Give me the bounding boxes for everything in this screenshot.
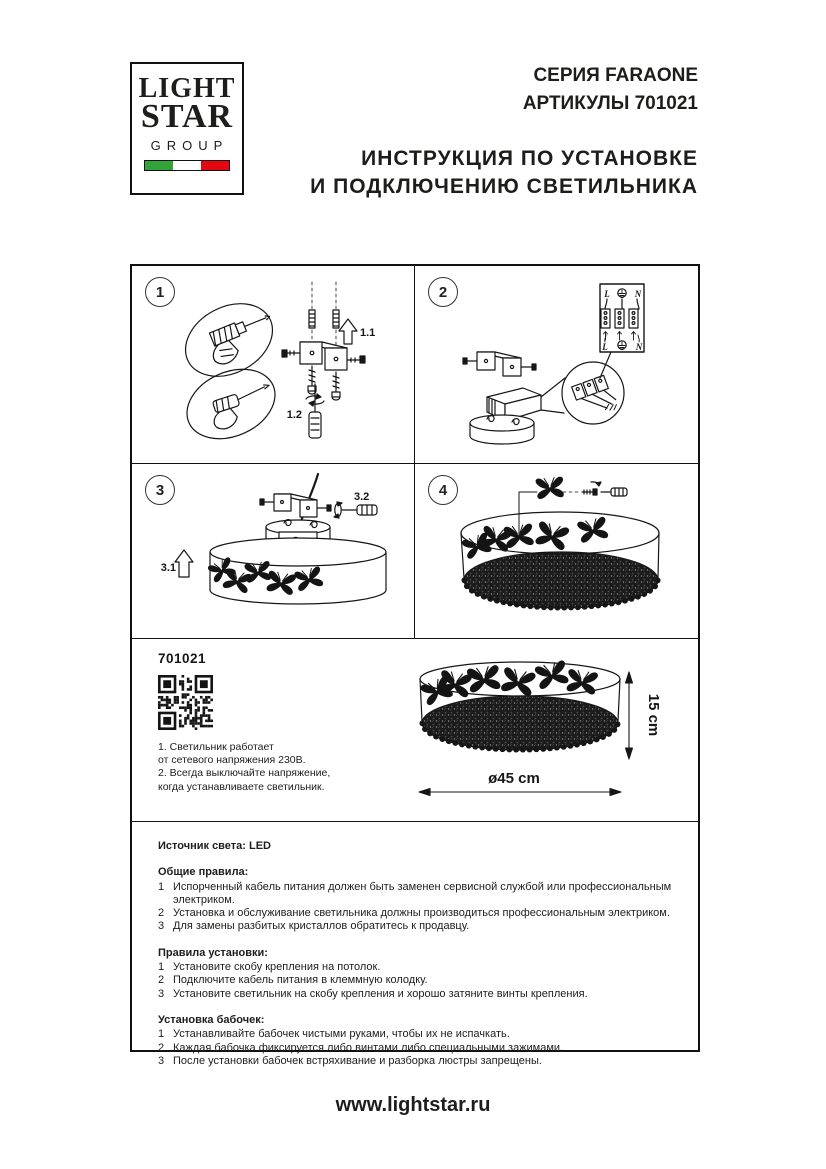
mounting-bracket (260, 494, 331, 517)
instruction-title-line2: И ПОДКЛЮЧЕНИЮ СВЕТИЛЬНИКА (310, 175, 698, 198)
wiring-label-l-top: L (604, 289, 610, 299)
spec-item: 1 Установите скобу крепления на потолок. (158, 961, 381, 974)
ceiling-cup (470, 415, 534, 444)
mounting-bracket (282, 342, 365, 370)
instruction-title-line1: ИНСТРУКЦИЯ ПО УСТАНОВКЕ (361, 147, 698, 170)
website-url: www.lightstar.ru (335, 1094, 491, 1116)
section-title-general: Общие правила: (158, 866, 249, 879)
hand-screwdriver-illustration (176, 356, 286, 452)
section-title-install: Правила установки: (158, 946, 268, 959)
article-number: 701021 (158, 651, 207, 666)
wiring-label-n-bottom: N (635, 342, 643, 352)
note-line: когда устанавливаете светильник. (158, 780, 325, 793)
section-title-butterflies: Установка бабочек: (158, 1013, 265, 1026)
logo-word-light: LIGHT (138, 73, 236, 104)
step-1-number: 1 (145, 277, 175, 307)
crystal-bottom (464, 552, 658, 608)
label-1-1: 1.1 (360, 327, 376, 339)
height-label: 15 cm (645, 693, 662, 737)
specs-text (158, 840, 678, 1068)
spec-item: 3 После установки бабочек встряхивание и разборка люстры запрещены. (158, 1054, 542, 1067)
label-3-1: 3.1 (160, 562, 176, 574)
spec-item: 3 Для замены разбитых кристаллов обратитесь к продавцу. (158, 920, 470, 933)
note-line: от сетевого напряжения 230В. (158, 754, 306, 767)
spec-item: 2 Подключите кабель питания в клеммную колодку. (158, 974, 428, 987)
step-2-number: 2 (428, 277, 458, 307)
document-header (310, 62, 698, 201)
logo-word-group: GROUP (150, 138, 229, 153)
step-4-panel (415, 464, 698, 639)
lift-arrow (175, 550, 193, 577)
diameter-dimension (419, 789, 621, 796)
bracket-screws (308, 366, 340, 400)
step-3-number: 3 (145, 475, 175, 505)
dimension-drawing (132, 639, 698, 820)
article-title: АРТИКУЛЫ 701021 (522, 93, 698, 114)
logo-word-star: STAR (140, 98, 234, 135)
step-4-number: 4 (428, 475, 458, 505)
note-line: 1. Светильник работает (158, 741, 274, 753)
note-line: 2. Всегда выключайте напряжение, (158, 767, 331, 780)
step-1-panel (132, 266, 415, 464)
label-3-2: 3.2 (354, 491, 370, 503)
lift-arrow (339, 319, 357, 344)
label-1-2: 1.2 (286, 409, 302, 421)
spec-item: 2 Установка и обслуживание светильника должны производиться профессиональным электриком. (158, 907, 670, 920)
specs-panel (132, 822, 698, 1067)
wall-anchors (309, 282, 339, 348)
product-panel (132, 639, 698, 822)
wiring-label-n-top: N (634, 289, 642, 299)
terminal-magnifier (562, 362, 624, 424)
height-dimension (626, 672, 633, 759)
spec-item: 1 Испорченный кабель питания должен быть заменен сервисной службой или профессиональным электриком. (158, 880, 672, 906)
tighten-screwdriver (334, 502, 377, 518)
wiring-label-l-bottom: L (602, 342, 608, 352)
chandelier-drum (210, 538, 386, 604)
lightstar-logo (130, 62, 244, 195)
spec-item: 3 Установите светильник на скобу крепления и хорошо затяните винты крепления. (158, 987, 588, 1000)
diameter-label: ø45 cm (488, 770, 540, 787)
spec-item: 1 Устанавливайте бабочек чистыми руками, чтобы их не испачкать. (158, 1028, 510, 1041)
hand-drill-illustration (173, 289, 285, 390)
italian-flag-bar (144, 160, 230, 171)
series-title: СЕРИЯ FARAONE (533, 65, 698, 86)
spec-item: 2 Каждая бабочка фиксируется либо винтами либо специальными зажимами. (158, 1041, 564, 1054)
butterfly-fixing-detail (519, 482, 627, 538)
mounting-bracket (463, 352, 536, 376)
step-3-panel (132, 464, 415, 639)
light-source: Источник света: LED (158, 840, 271, 852)
instruction-grid (130, 264, 700, 1067)
step-2-panel (415, 266, 698, 464)
